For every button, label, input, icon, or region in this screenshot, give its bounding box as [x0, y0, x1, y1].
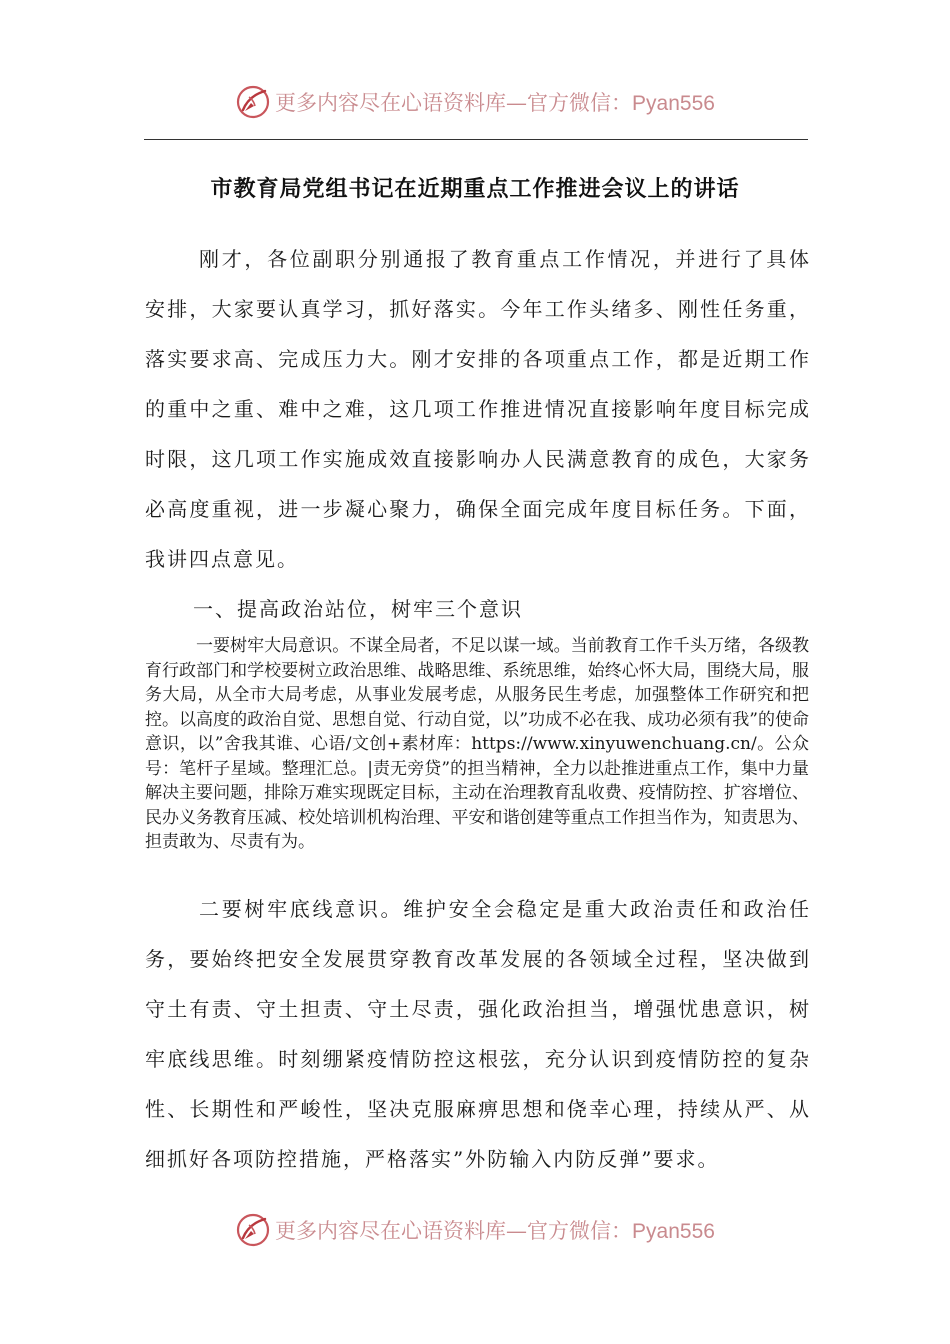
brand-logo-icon — [235, 84, 271, 120]
header-wechat-id: Pyan556 — [632, 92, 715, 115]
footer-brand-text: 更多内容尽在心语资料库—官方微信：Pyan556 — [275, 1219, 715, 1243]
header-divider — [144, 139, 808, 140]
section-heading-1: 一、提高政治站位，树牢三个意识 — [193, 597, 523, 621]
paragraph-overall-awareness: 一要树牢大局意识。不谋全局者，不足以谋一域。当前教育工作千头万绪，各级教育行政部门和学校要树立政治思维、战略思维、系统思维，始终心怀大局，围绕大局，服务大局，从全市大局考虑，从事业发展考虑，从服务民生考虑，加强整体工作研究和把控。以高度的政治自觉、思想自觉、行动自觉，以”功成不必在我、成功必须有我”的使命意识，以”舍我其谁、心语/文创+素材库：https://www.xinyuwenchuang.cn/。公众号：笔杆子星域。整理汇总。|责无旁贷”的担当精神，全力以赴推进重点工作，集中力量解决主要问题，排除万难实现既定目标，主动在治理教育乱收费、疫情防控、扩容增位、民办义务教育压减、校处培训机构治理、平安和谐创建等重点工作担当作为，知责思为、担责敢为、尽责有为。 — [145, 636, 809, 852]
footer-watermark — [0, 1210, 950, 1250]
header-watermark — [0, 82, 950, 122]
brand-logo-icon — [235, 1212, 271, 1248]
paragraph-intro: 刚才，各位副职分别通报了教育重点工作情况，并进行了具体安排，大家要认真学习，抓好落实。今年工作头绪多、刚性任务重，落实要求高、完成压力大。刚才安排的各项重点工作，都是近期工作的重中之重、难中之难，这几项工作推进情况直接影响年度目标完成时限，这几项工作实施成效直接影响办人民满意教育的成色，大家务必高度重视，进一步凝心聚力，确保全面完成年度目标任务。下面，我讲四点意见。 — [145, 247, 811, 571]
header-brand-text: 更多内容尽在心语资料库—官方微信：Pyan556 — [275, 91, 715, 115]
paragraph-bottom-line: 二要树牢底线意识。维护安全会稳定是重大政治责任和政治任务，要始终把安全发展贯穿教育改革发展的各领域全过程，坚决做到守土有责、守土担责、守土尽责，强化政治担当，增强忧患意识，树牢底线思维。时刻绷紧疫情防控这根弦，充分认识到疫情防控的复杂性、长期性和严峻性，坚决克服麻痹思想和侥幸心理，持续从严、从细抓好各项防控措施，严格落实”外防输入内防反弹”要求。 — [145, 897, 811, 1171]
document-title: 市教育局党组书记在近期重点工作推进会议上的讲话 — [210, 177, 740, 202]
footer-wechat-id: Pyan556 — [632, 1220, 715, 1243]
